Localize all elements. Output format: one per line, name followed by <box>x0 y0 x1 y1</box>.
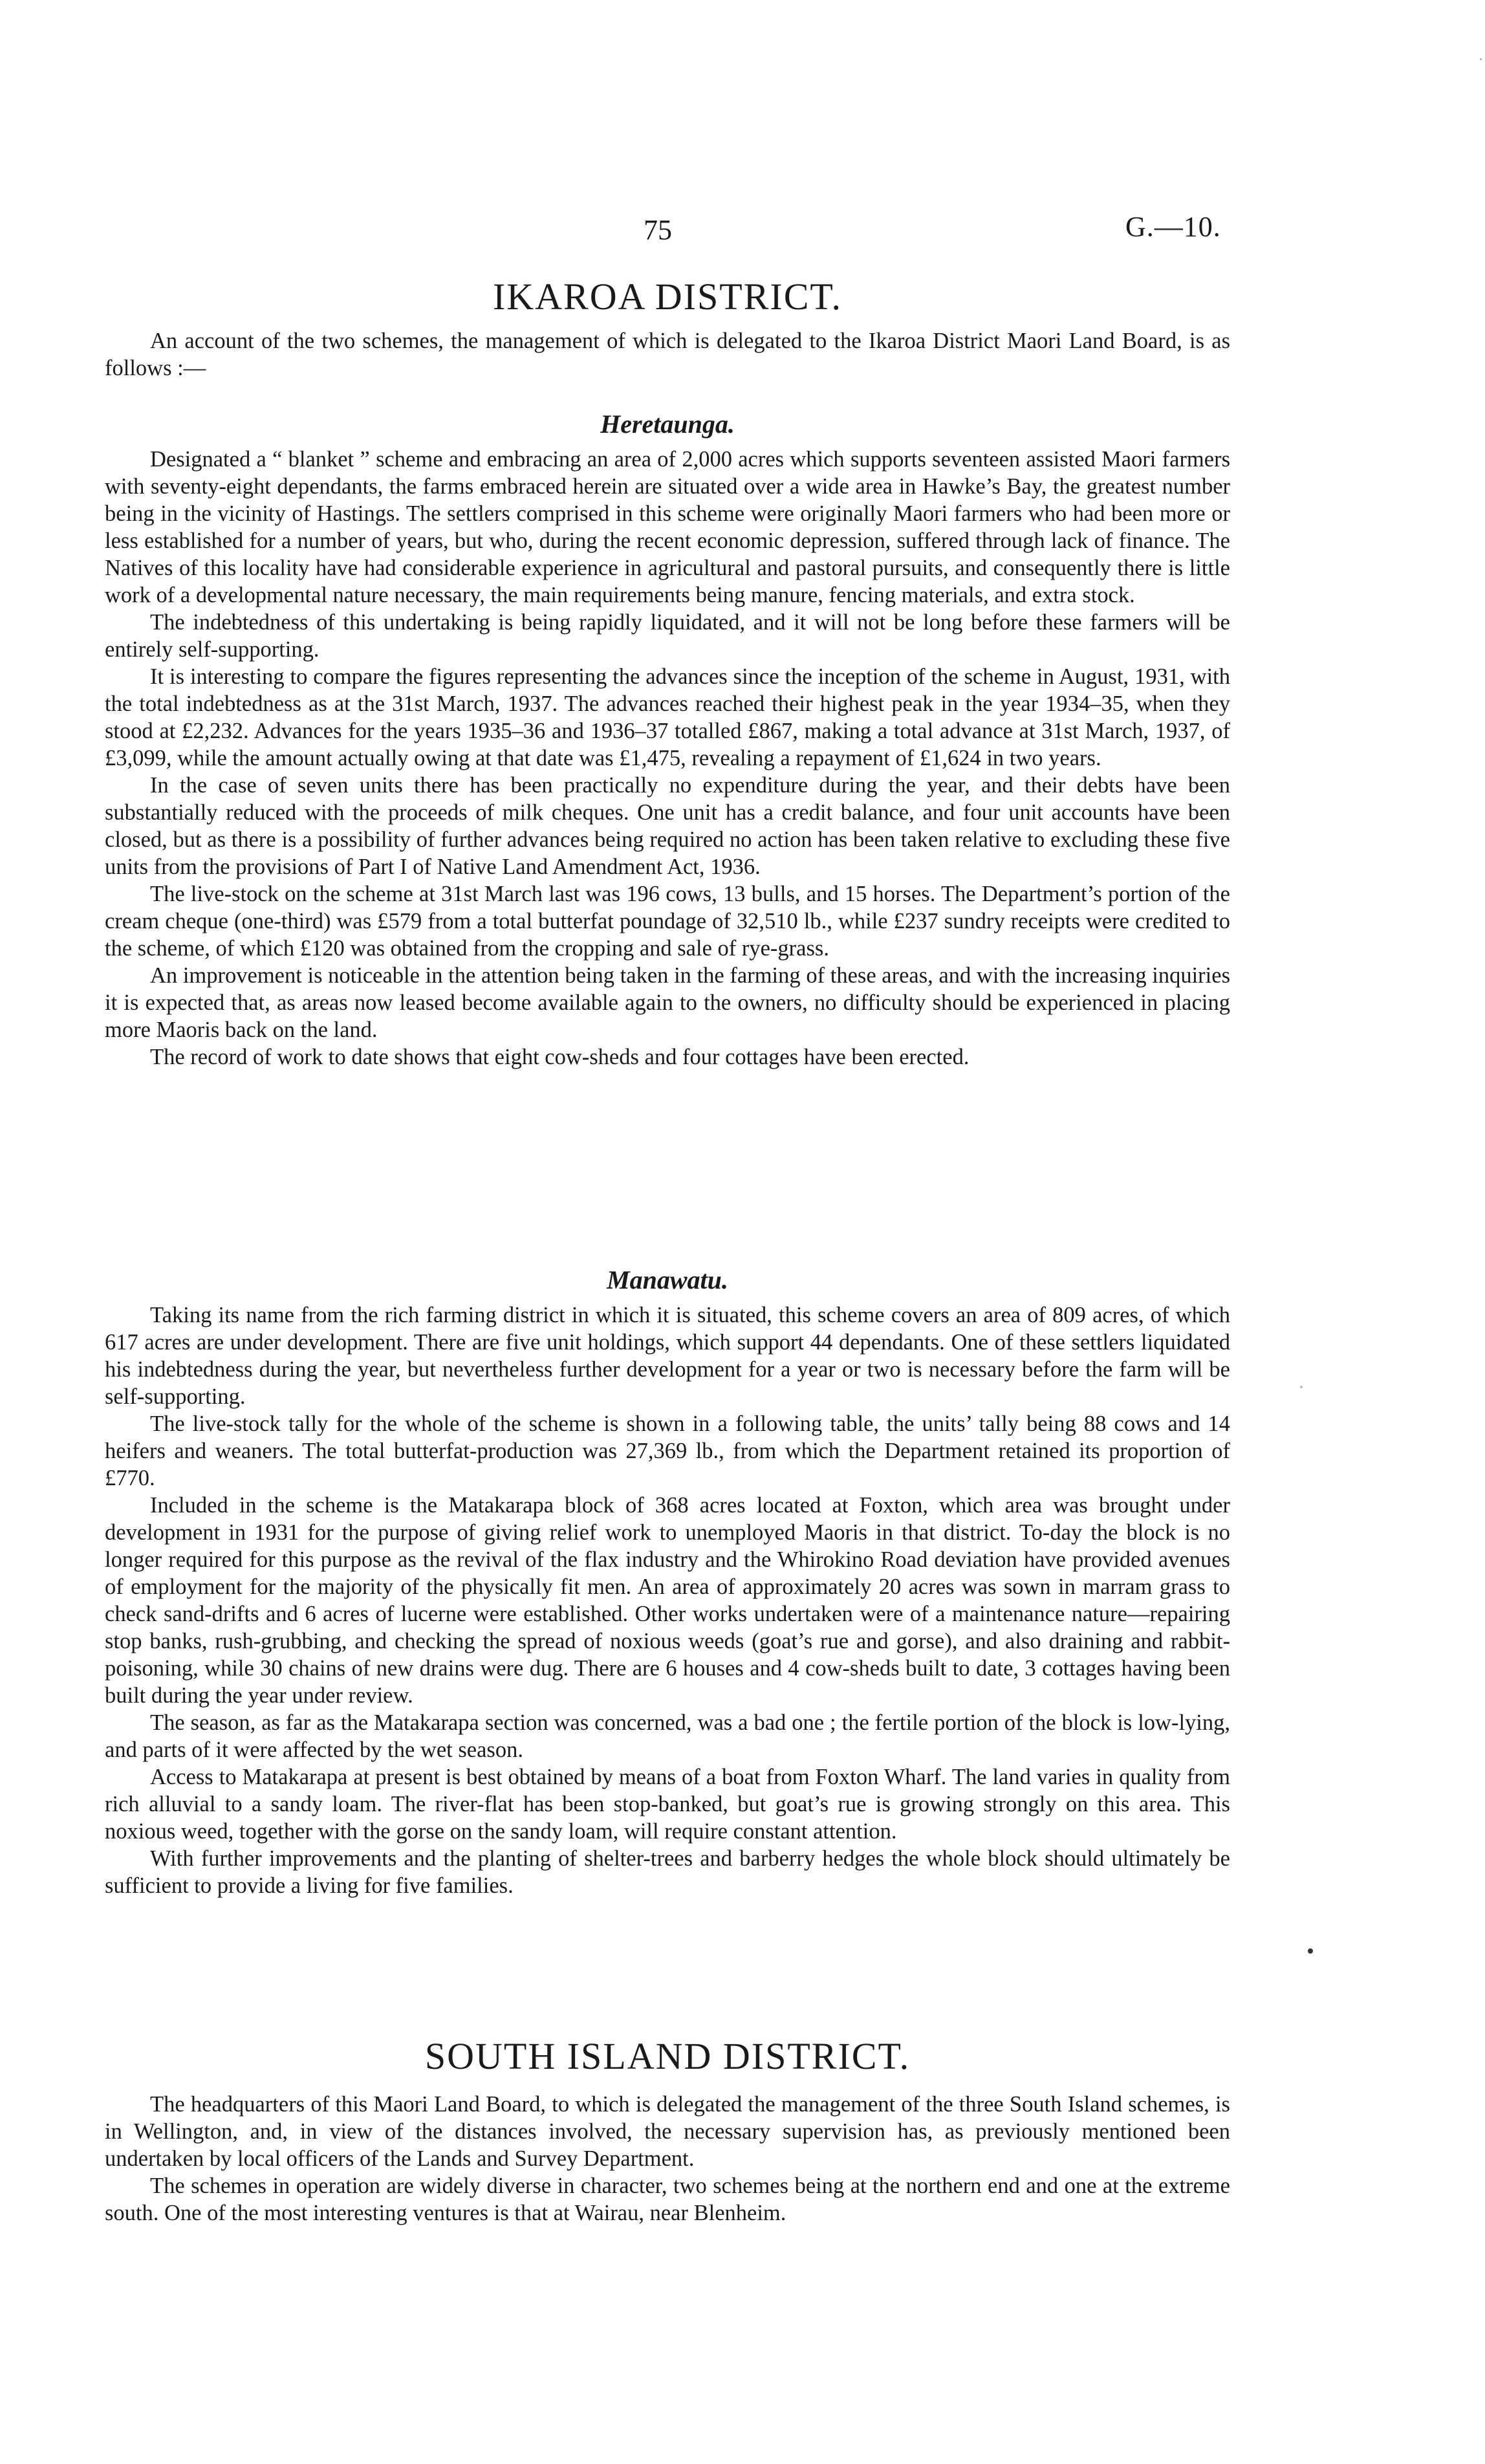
ink-speck <box>1480 58 1482 60</box>
south-island-district-title: SOUTH ISLAND DISTRICT. <box>424 2035 911 2077</box>
manawatu-section <box>105 1265 1230 1899</box>
manawatu-paragraph: Taking its name from the rich farming district in which it is situated, this scheme covers an area of 809 acres, of which 617 acres are under development. There are five unit holdings, which support 44 dependants. One of these settlers liquidated his indebtedness during the year, but nevertheless further development for a year or two is necessary before the farm will be self-supporting. <box>105 1303 1230 1409</box>
manawatu-paragraph: Access to Matakarapa at present is best obtained by means of a boat from Foxton Wharf. The land varies in quality from rich alluvial to a sandy loam. The river-flat has been stop-banked, but goat’s rue is growing strongly on this area. This noxious weed, together with the gorse on the sandy loam, will require constant attention. <box>105 1765 1230 1844</box>
manawatu-paragraph: The live-stock tally for the whole of the scheme is shown in a following table, the units’ tally being 88 cows and 14 heifers and weaners. The total butterfat-production was 27,369 lb., from which the Department retained its proportion of £770. <box>105 1412 1230 1490</box>
manawatu-title: Manawatu. <box>607 1265 728 1294</box>
ikaroa-district-section <box>105 275 1230 382</box>
heretaunga-paragraph: The indebtedness of this undertaking is being rapidly liquidated, and it will not be long before these farmers will be entirely self-supporting. <box>105 610 1230 662</box>
heretaunga-paragraph: Designated a “ blanket ” scheme and embracing an area of 2,000 acres which supports seventeen assisted Maori farmers with seventy-eight dependants, the farms embraced herein are situated over a wide area in Hawke’s Bay, the greatest number being in the vicinity of Hastings. The settlers comprised in this scheme were originally Maori farmers who had been more or less established for a number of years, but who, during the recent economic depression, suffered through lack of finance. The Natives of this locality have had considerable experience in agricultural and pastoral pursuits, and consequently there is little work of a developmental nature necessary, the main requirements being manure, fencing materials, and extra stock. <box>105 447 1230 607</box>
heretaunga-paragraph: The record of work to date shows that eight cow-sheds and four cottages have been erected. <box>150 1045 970 1069</box>
heretaunga-title: Heretaunga. <box>600 409 735 439</box>
heretaunga-section <box>105 409 1230 1071</box>
ink-speck <box>1308 1948 1313 1954</box>
manawatu-paragraph: With further improvements and the planting of shelter-trees and barberry hedges the whole block should ultimately be sufficient to provide a living for five families. <box>105 1846 1230 1898</box>
heretaunga-paragraph: An improvement is noticeable in the attention being taken in the farming of these areas, and with the increasing inquiries it is expected that, as areas now leased become available again to the owners, no difficulty should be experienced in placing more Maoris back on the land. <box>105 963 1230 1042</box>
ikaroa-district-title: IKAROA DISTRICT. <box>492 276 843 318</box>
heretaunga-paragraph: The live-stock on the scheme at 31st March last was 196 cows, 13 bulls, and 15 horses. The Department’s portion of the cream cheque (one-third) was £579 from a total butterfat poundage of 32,510 lb., while £237 sundry receipts were credited to the scheme, of which £120 was obtained from the cropping and sale of rye-grass. <box>105 882 1230 961</box>
south-island-paragraph: The headquarters of this Maori Land Board, to which is delegated the management of the three South Island schemes, is in Wellington, and, in view of the distances involved, the necessary supervision has, as previously mentioned been undertaken by local officers of the Lands and Survey Department. <box>105 2092 1230 2171</box>
heretaunga-paragraph: It is interesting to compare the figures representing the advances since the inception of the scheme in August, 1931, with the total indebtedness as at the 31st March, 1937. The advances reached their highest peak in the year 1934–35, when they stood at £2,232. Advances for the years 1935–36 and 1936–37 totalled £867, making a total advance at 31st March, 1937, of £3,099, while the amount actually owing at that date was £1,475, revealing a repayment of £1,624 in two years. <box>105 664 1230 770</box>
south-island-district-section <box>105 2034 1230 2227</box>
manawatu-paragraph: Included in the scheme is the Matakarapa block of 368 acres located at Foxton, which area was brought under development in 1931 for the purpose of giving relief work to unemployed Maoris in that district. To-day the block is no longer required for this purpose as the revival of the flax industry and the Whirokino Road deviation have provided avenues of employment for the majority of the physically fit men. An area of approximately 20 acres was sown in marram grass to check sand-drifts and 6 acres of lucerne were established. Other works undertaken were of a maintenance nature—repairing stop banks, rush-grubbing, and checking the spread of noxious weeds (goat’s rue and gorse), and also draining and rabbit-poisoning, while 30 chains of new drains were dug. There are 6 houses and 4 cow-sheds built to date, 3 cottages having been built during the year under review. <box>105 1493 1230 1708</box>
manawatu-paragraph: The season, as far as the Matakarapa section was concerned, was a bad one ; the fertile portion of the block is low-lying, and parts of it were affected by the wet season. <box>105 1710 1230 1762</box>
page-number: 75 <box>644 214 672 246</box>
ink-speck <box>1300 1386 1303 1388</box>
document-reference: G.—10. <box>1125 211 1221 243</box>
ikaroa-intro: An account of the two schemes, the management of which is delegated to the Ikaroa District Maori Land Board, is as follows :— <box>105 329 1230 380</box>
heretaunga-paragraph: In the case of seven units there has been practically no expenditure during the year, and their debts have been substantially reduced with the proceeds of milk cheques. One unit has a credit balance, and four unit accounts have been closed, but as there is a possibility of further advances being required no action has been taken relative to excluding these five units from the provisions of Part I of Native Land Amendment Act, 1936. <box>105 773 1230 879</box>
south-island-paragraph: The schemes in operation are widely diverse in character, two schemes being at the northern end and one at the extreme south. One of the most interesting ventures is that at Wairau, near Blenheim. <box>105 2174 1230 2225</box>
